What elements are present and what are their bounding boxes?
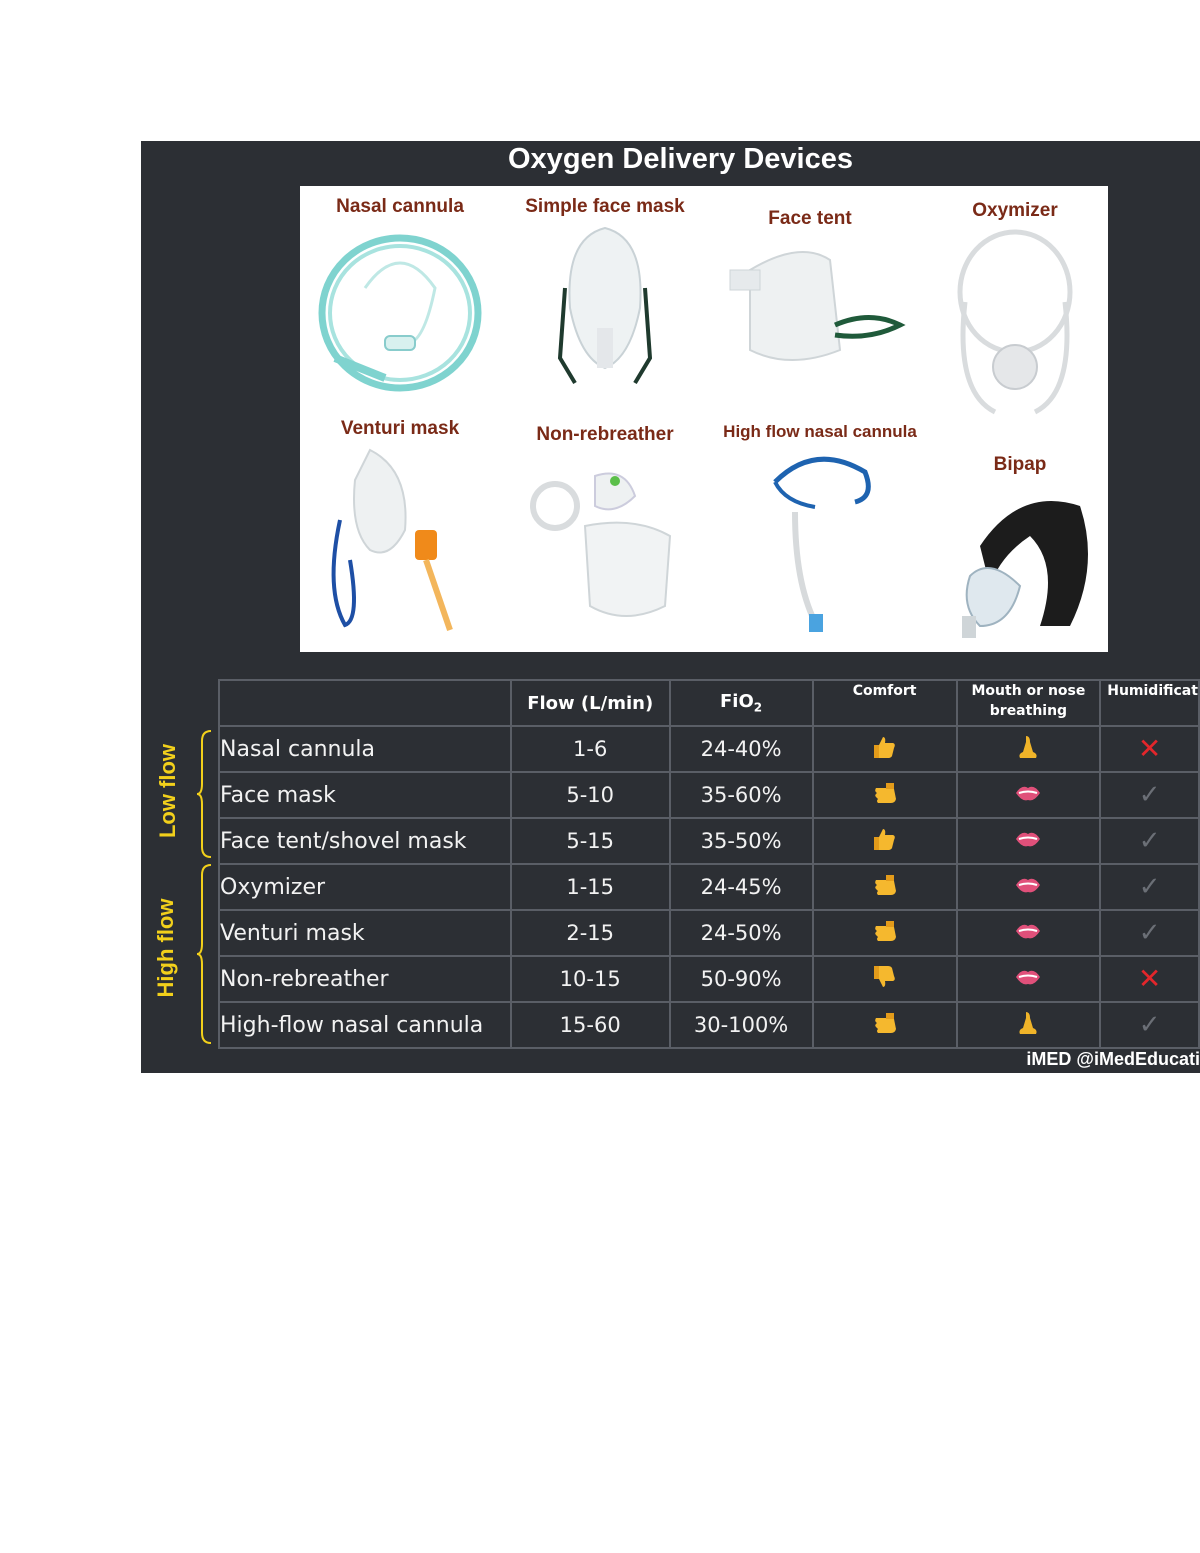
check-icon: ✓ — [1138, 918, 1161, 948]
mouth-icon — [1014, 972, 1042, 991]
flow-cell: 5-10 — [511, 772, 670, 818]
fio2-cell: 24-50% — [670, 910, 813, 956]
device-label: High flow nasal cannula — [723, 422, 917, 441]
device-name-cell: Nasal cannula — [219, 726, 511, 772]
device-label: Simple face mask — [525, 196, 685, 217]
device-label: Non-rebreather — [536, 424, 674, 445]
comfort-cell — [813, 818, 957, 864]
device-name-cell: Face mask — [219, 772, 511, 818]
comfort-cell — [813, 726, 957, 772]
table-row — [219, 910, 1199, 956]
device-label: Oxymizer — [972, 200, 1058, 221]
comfort-cell — [813, 1002, 957, 1048]
flow-cell: 1-15 — [511, 864, 670, 910]
device-simple-face-mask — [510, 196, 700, 398]
device-label: Face tent — [768, 208, 852, 229]
humidification-cell — [1100, 910, 1199, 956]
table-row — [219, 772, 1199, 818]
fio2-cell: 35-60% — [670, 772, 813, 818]
comfort-cell — [813, 956, 957, 1002]
group-label-high-flow: High flow — [153, 898, 178, 998]
low-flow-brace — [197, 729, 213, 859]
comfort-cell — [813, 864, 957, 910]
footer-credit: iMED @iMedEducati — [1026, 1049, 1200, 1069]
flow-cell: 10-15 — [511, 956, 670, 1002]
humidification-cell — [1100, 772, 1199, 818]
header-fio2 — [670, 680, 813, 726]
device-label: Nasal cannula — [336, 196, 464, 217]
thumbs-down-icon — [872, 975, 898, 994]
nasal-cannula-image — [315, 218, 485, 393]
fio2-cell: 24-45% — [670, 864, 813, 910]
thumbs-up-icon — [872, 837, 898, 856]
cross-icon: ✕ — [1137, 732, 1162, 765]
device-venturi-mask — [310, 418, 490, 640]
bipap-image — [940, 476, 1100, 651]
table-row — [219, 864, 1199, 910]
thumbs-sideways-icon — [872, 1021, 898, 1040]
nose-icon — [1016, 1021, 1040, 1040]
mouth-icon — [1014, 834, 1042, 853]
thumbs-sideways-icon — [872, 791, 898, 810]
device-face-tent — [720, 208, 900, 370]
page-title: Oxygen Delivery Devices — [508, 143, 853, 175]
comfort-cell — [813, 910, 957, 956]
humidification-cell — [1100, 956, 1199, 1002]
fio2-cell: 50-90% — [670, 956, 813, 1002]
fio2-cell: 30-100% — [670, 1002, 813, 1048]
flow-cell: 2-15 — [511, 910, 670, 956]
table-row — [219, 726, 1199, 772]
flow-cell: 5-15 — [511, 818, 670, 864]
high-flow-cannula-image — [755, 442, 885, 637]
device-photo-grid — [300, 186, 1108, 652]
device-non-rebreather — [515, 424, 695, 626]
non-rebreather-image — [515, 446, 695, 626]
table-row — [219, 818, 1199, 864]
face-tent-image — [720, 230, 910, 370]
device-nasal-cannula — [310, 196, 490, 393]
comparison-table — [218, 679, 1200, 1049]
oxymizer-image — [945, 222, 1085, 427]
device-name-cell: Venturi mask — [219, 910, 511, 956]
humidification-cell — [1100, 864, 1199, 910]
flow-cell: 15-60 — [511, 1002, 670, 1048]
fio2-cell: 35-50% — [670, 818, 813, 864]
comfort-cell — [813, 772, 957, 818]
thumbs-sideways-icon — [872, 929, 898, 948]
check-icon: ✓ — [1138, 826, 1161, 856]
venturi-mask-image — [320, 440, 480, 640]
check-icon: ✓ — [1138, 1010, 1161, 1040]
table-row — [219, 1002, 1199, 1048]
fio2-sub: 2 — [753, 700, 763, 715]
header-breathing: Mouth or nose breathing — [957, 680, 1101, 726]
infographic-panel — [141, 141, 1200, 1073]
device-bipap — [940, 454, 1100, 651]
device-name-cell: Face tent/shovel mask — [219, 818, 511, 864]
flow-cell: 1-6 — [511, 726, 670, 772]
humidification-cell — [1100, 818, 1199, 864]
breathing-cell — [957, 910, 1101, 956]
breathing-cell — [957, 956, 1101, 1002]
device-high-flow-nasal-cannula — [710, 422, 930, 637]
check-icon: ✓ — [1138, 780, 1161, 810]
breathing-cell — [957, 1002, 1101, 1048]
device-name-cell: High-flow nasal cannula — [219, 1002, 511, 1048]
mouth-icon — [1014, 788, 1042, 807]
table-header-row — [219, 680, 1199, 726]
mouth-icon — [1014, 880, 1042, 899]
header-humidification: Humidificat — [1100, 680, 1199, 726]
fio2-main: FiO — [720, 691, 754, 713]
breathing-cell — [957, 772, 1101, 818]
face-mask-image — [545, 218, 665, 398]
high-flow-brace — [197, 863, 213, 1045]
breathing-cell — [957, 726, 1101, 772]
header-flow: Flow (L/min) — [511, 680, 670, 726]
header-device — [219, 680, 511, 726]
humidification-cell — [1100, 726, 1199, 772]
device-name-cell: Non-rebreather — [219, 956, 511, 1002]
thumbs-up-icon — [872, 745, 898, 764]
humidification-cell — [1100, 1002, 1199, 1048]
thumbs-sideways-icon — [872, 883, 898, 902]
group-label-low-flow: Low flow — [155, 743, 180, 839]
header-comfort: Comfort — [813, 680, 957, 726]
device-label: Bipap — [993, 454, 1047, 475]
breathing-cell — [957, 818, 1101, 864]
table-row — [219, 956, 1199, 1002]
breathing-cell — [957, 864, 1101, 910]
cross-icon: ✕ — [1137, 962, 1162, 995]
device-oxymizer — [940, 200, 1090, 427]
mouth-icon — [1014, 926, 1042, 945]
device-name-cell: Oxymizer — [219, 864, 511, 910]
nose-icon — [1016, 745, 1040, 764]
check-icon: ✓ — [1138, 872, 1161, 902]
device-label: Venturi mask — [340, 418, 460, 439]
fio2-cell: 24-40% — [670, 726, 813, 772]
